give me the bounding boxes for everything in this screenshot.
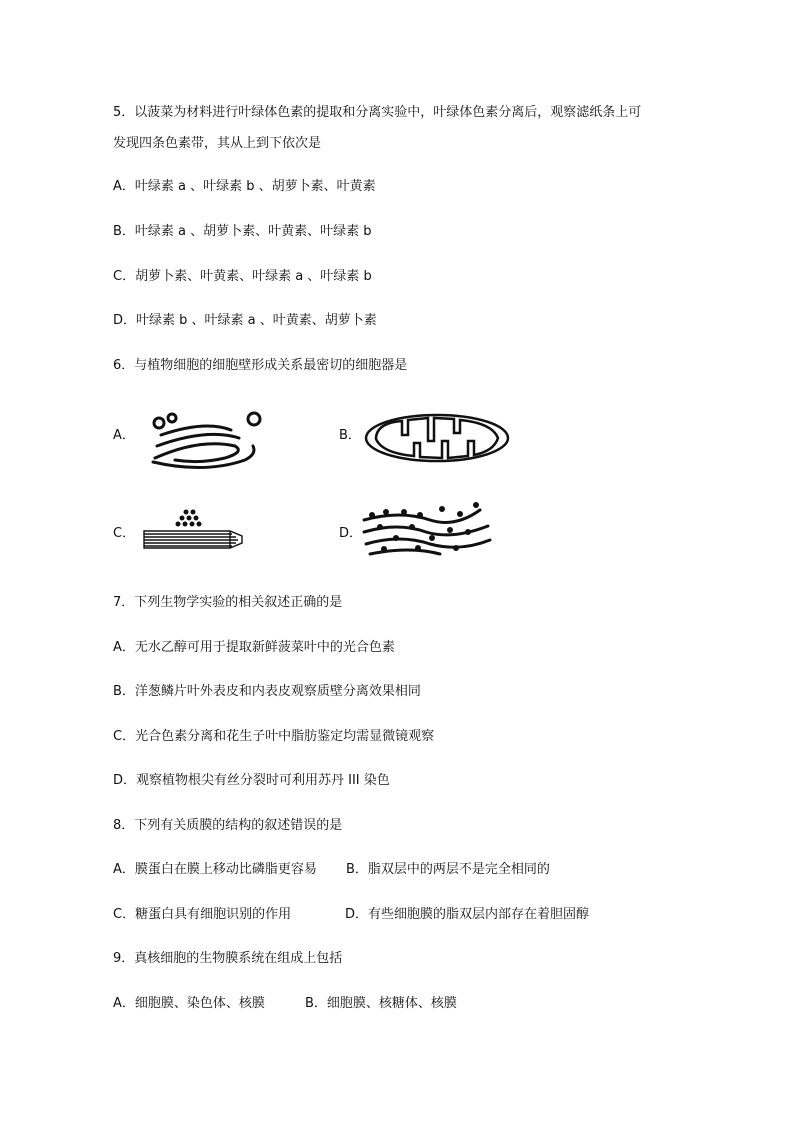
question-5-option-b: B．叶绿素 a 、胡萝卜素、叶黄素、叶绿素 b xyxy=(113,224,372,239)
question-5-stem-line-2: 发现四条色素带，其从上到下依次是 xyxy=(113,136,322,151)
question-6-option-b-label: B． xyxy=(339,428,361,443)
question-7-option-c: C．光合色素分离和花生子叶中脂肪鉴定均需显微镜观察 xyxy=(113,729,435,744)
question-7-option-d: D．观察植物根尖有丝分裂时可利用苏丹 III 染色 xyxy=(113,773,390,788)
question-8-option-a: A．膜蛋白在膜上移动比磷脂更容易 xyxy=(113,862,317,877)
question-9-stem: 9．真核细胞的生物膜系统在组成上包括 xyxy=(113,951,343,966)
question-6-stem: 6．与植物细胞的细胞壁形成关系最密切的细胞器是 xyxy=(113,358,408,373)
endoplasmic-reticulum-figure xyxy=(360,500,495,562)
question-6-option-c-label: C． xyxy=(113,526,136,541)
question-9-option-b: B．细胞膜、核糖体、核膜 xyxy=(305,996,457,1011)
question-8-option-c: C．糖蛋白具有细胞识别的作用 xyxy=(113,907,292,922)
question-8-option-d: D．有些细胞膜的脂双层内部存在着胆固醇 xyxy=(345,907,590,922)
question-5-option-a: A．叶绿素 a 、叶绿素 b 、胡萝卜素、叶黄素 xyxy=(113,179,376,194)
question-5-option-d: D．叶绿素 b 、叶绿素 a 、叶黄素、胡萝卜素 xyxy=(113,313,377,328)
question-5-option-c: C．胡萝卜素、叶黄素、叶绿素 a 、叶绿素 b xyxy=(113,269,372,284)
question-6-option-a-label: A． xyxy=(113,428,135,443)
question-7-option-b: B．洋葱鳞片叶外表皮和内表皮观察质壁分离效果相同 xyxy=(113,684,421,699)
question-7-option-a: A．无水乙醇可用于提取新鲜菠菜叶中的光合色素 xyxy=(113,640,395,655)
question-7-stem: 7．下列生物学实验的相关叙述正确的是 xyxy=(113,595,343,610)
question-8-stem: 8．下列有关质膜的结构的叙述错误的是 xyxy=(113,818,343,833)
question-8-option-b: B．脂双层中的两层不是完全相同的 xyxy=(346,862,550,877)
question-9-option-a: A．细胞膜、染色体、核膜 xyxy=(113,996,265,1011)
golgi-apparatus-figure xyxy=(145,408,270,473)
question-6-option-d-label: D． xyxy=(339,526,363,541)
mitochondrion-figure xyxy=(362,411,512,465)
question-5-stem-line-1: 5．以菠菜为材料进行叶绿体色素的提取和分离实验中，叶绿体色素分离后，观察滤纸条上可 xyxy=(113,105,642,120)
centriole-figure xyxy=(140,503,250,553)
